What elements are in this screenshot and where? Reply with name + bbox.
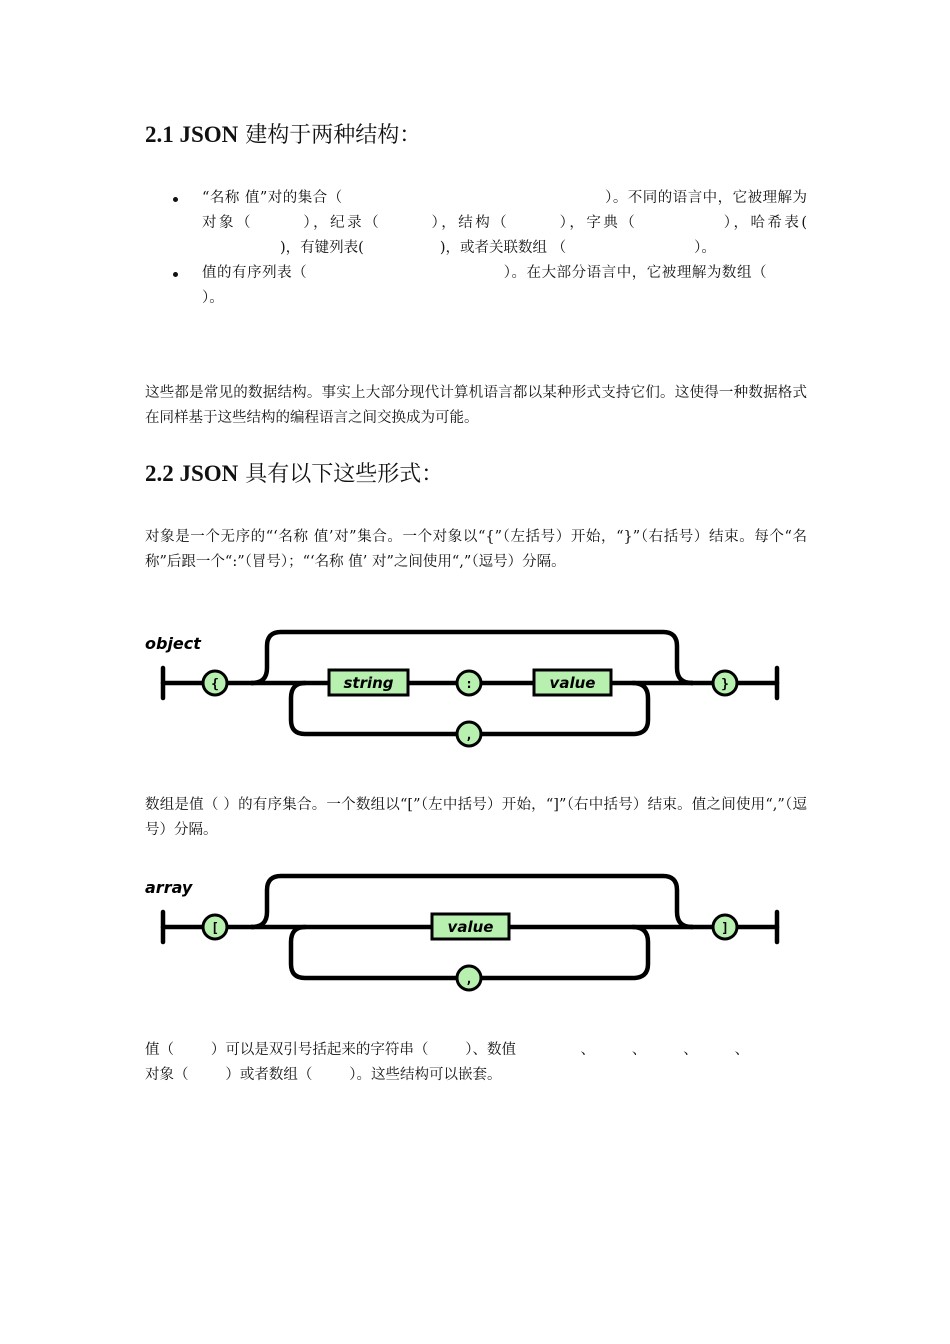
comma-node (457, 966, 481, 990)
paragraph-object-description: 对象是一个无序的“‘名称 值’对”集合。一个对象以“{”（左括号）开始，“}”（右括号）结束。每个“名称”后跟一个“:”（冒号）；“‘名称 值’ 对”之间使用“,”（逗号）分隔。 (145, 529, 807, 570)
bullet-dot-icon (173, 272, 178, 277)
object-diagram-label: object (145, 634, 201, 653)
comma-node (457, 722, 481, 746)
section-number: 2.1 JSON (145, 122, 239, 147)
close-bracket-node (713, 915, 737, 939)
svg-text:}: } (721, 677, 729, 692)
svg-text:]: ] (721, 921, 729, 936)
paragraph-array-description: 数组是值（ ）的有序集合。一个数组以“[”（左中括号）开始，“]”（右中括号）结束。值之间使用“,”（逗号）分隔。 (145, 797, 807, 838)
section-2-2-heading (145, 457, 443, 488)
string-box-node (329, 670, 408, 695)
svg-text:value: value (447, 918, 494, 936)
open-brace-node (203, 671, 227, 695)
svg-text:string: string (343, 674, 394, 692)
value-box-node (432, 914, 509, 939)
array-diagram-label: array (145, 878, 193, 897)
structure-list (145, 186, 807, 311)
bullet-dot-icon (173, 197, 178, 202)
list-item: “名称 值”对的集合（ ）。不同的语言中，它被理解为对象（ ），纪录（ ），结构（ ），字典（ ），哈希表()，有键列表( )，或者关联数组 （ ）。 (145, 186, 807, 261)
svg-text::: : (465, 677, 473, 692)
svg-text:,: , (465, 728, 473, 743)
section-title: 具有以下这些形式： (238, 462, 444, 487)
colon-node (457, 671, 481, 695)
object-syntax-diagram (145, 628, 785, 748)
array-syntax-diagram (145, 872, 785, 994)
svg-text:[: [ (211, 921, 219, 936)
svg-text:value: value (549, 674, 596, 692)
section-number: 2.2 JSON (145, 461, 239, 486)
paragraph-data-structures: 这些都是常见的数据结构。事实上大部分现代计算机语言都以某种形式支持它们。这使得一种数据格式在同样基于这些结构的编程语言之间交换成为可能。 (145, 385, 807, 426)
open-bracket-node (203, 915, 227, 939)
close-brace-node (713, 671, 737, 695)
section-title: 建构于两种结构： (238, 123, 422, 148)
section-2-1-heading (145, 118, 421, 149)
list-item: 值的有序列表（ ）。在大部分语言中，它被理解为数组（）。 (145, 261, 807, 311)
value-box-node (534, 670, 611, 695)
paragraph-value-description-line2: 对象（ ）或者数组（ ）。这些结构可以嵌套。 (145, 1067, 502, 1083)
svg-text:{: { (211, 677, 219, 692)
svg-text:,: , (465, 972, 473, 987)
paragraph-value-description-line1: 值（ ）可以是双引号括起来的字符串（ ）、数值 、 、 、 、 (145, 1042, 750, 1058)
